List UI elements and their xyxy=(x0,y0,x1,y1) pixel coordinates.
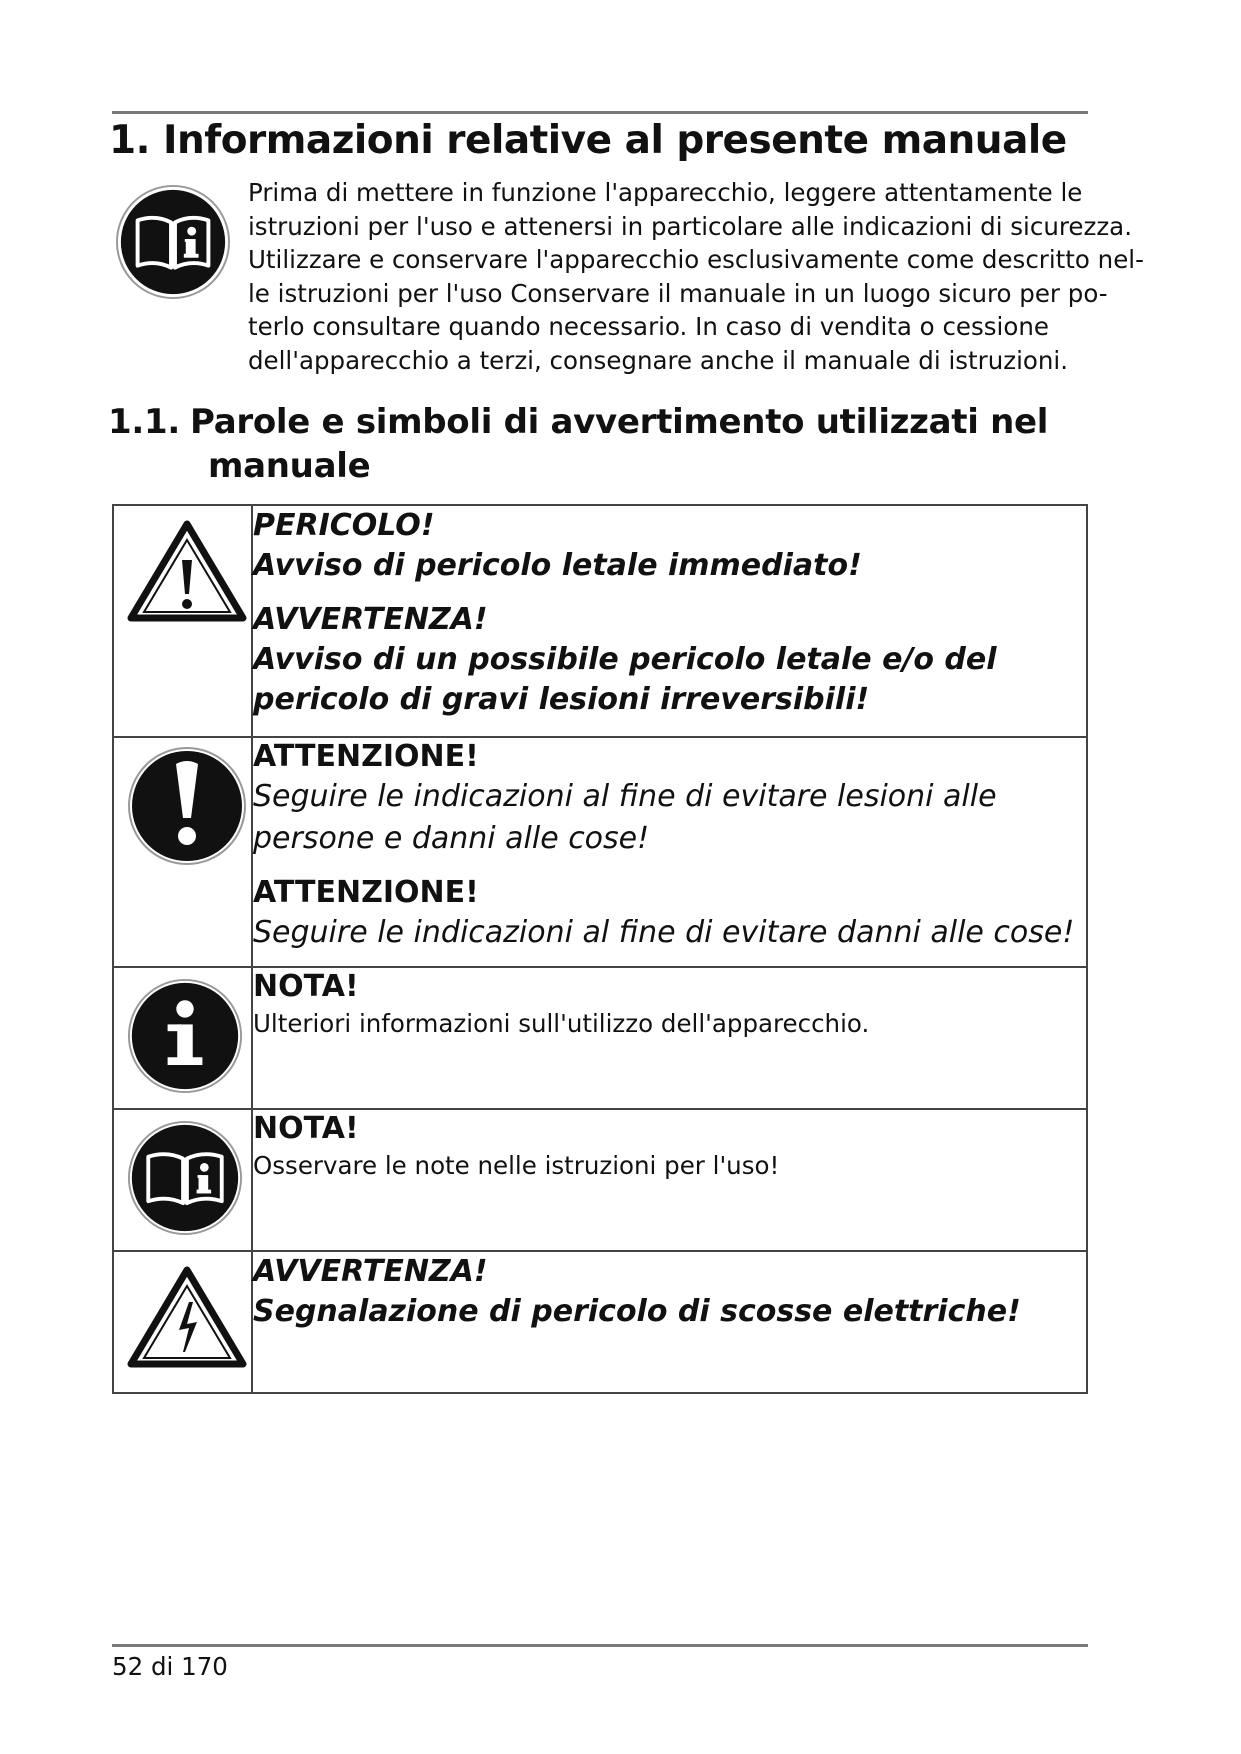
electric-hazard-icon xyxy=(127,1266,247,1370)
bottom-divider xyxy=(112,1644,1088,1647)
signal-word: ATTENZIONE! xyxy=(253,875,479,910)
intro-line: le istruzioni per l'uso Conservare il manuale in un luogo sicuro per po- xyxy=(248,278,1108,308)
warning-symbols-table xyxy=(112,504,1088,1394)
signal-description: Seguire le indicazioni al fine di evitare danni alle cose! xyxy=(253,915,1075,950)
signal-description: Segnalazione di pericolo di scosse elettriche! xyxy=(253,1294,1021,1329)
signal-description: Avviso di un possibile pericolo letale e/o del pericolo di gravi lesioni irreversibili! xyxy=(253,642,997,717)
signal-description: Ulteriori informazioni sull'utilizzo dell'apparecchio. xyxy=(253,1009,870,1038)
page-number: 52 di 170 xyxy=(112,1652,228,1681)
section-heading xyxy=(109,118,1067,163)
intro-line: Utilizzare e conservare l'apparecchio esclusivamente come descritto nel- xyxy=(248,245,1144,275)
signal-description: Osservare le note nelle istruzioni per l'uso! xyxy=(253,1151,780,1180)
intro-line: dell'apparecchio a terzi, consegnare anche il manuale di istruzioni. xyxy=(248,345,1068,375)
text-cell xyxy=(252,505,1087,737)
icon-cell xyxy=(113,967,252,1109)
table-row xyxy=(113,967,1087,1109)
signal-word: NOTA! xyxy=(253,969,359,1004)
text-cell xyxy=(252,1251,1087,1393)
intro-line: terlo consultare quando necessario. In caso di vendita o cessione xyxy=(248,312,1049,342)
icon-cell xyxy=(113,505,252,737)
icon-cell xyxy=(113,1251,252,1393)
table-row xyxy=(113,505,1087,737)
signal-description: Avviso di pericolo letale immediato! xyxy=(253,548,862,583)
text-cell xyxy=(252,737,1087,967)
top-divider xyxy=(112,111,1088,114)
table-row xyxy=(113,1251,1087,1393)
exclamation-circle-icon xyxy=(127,746,247,866)
signal-word: AVVERTENZA! xyxy=(253,1254,488,1289)
manual-info-icon xyxy=(114,183,232,301)
icon-cell xyxy=(113,1109,252,1251)
subsection-title-line2: manuale xyxy=(208,446,371,486)
text-cell xyxy=(252,1109,1087,1251)
manual-info-icon xyxy=(127,1120,243,1236)
intro-line: Prima di mettere in funzione l'apparecchio, leggere attentamente le xyxy=(248,178,1083,207)
subsection-number: 1.1. xyxy=(108,402,180,442)
section-number: 1. xyxy=(109,118,150,163)
signal-word: AVVERTENZA! xyxy=(253,602,488,637)
intro-paragraph xyxy=(248,176,1144,378)
warning-triangle-icon xyxy=(127,520,247,624)
icon-cell xyxy=(113,737,252,967)
section-title: Informazioni relative al presente manuale xyxy=(163,118,1067,163)
intro-line: istruzioni per l'uso e attenersi in particolare alle indicazioni di sicurezza. xyxy=(248,211,1132,241)
subsection-title-line1: Parole e simboli di avvertimento utilizzati nel xyxy=(190,402,1049,442)
subsection-heading xyxy=(108,400,1048,488)
text-cell xyxy=(252,967,1087,1109)
signal-word: PERICOLO! xyxy=(253,508,435,543)
signal-word: ATTENZIONE! xyxy=(253,739,479,774)
info-circle-icon xyxy=(127,978,243,1094)
table-row xyxy=(113,737,1087,967)
table-row xyxy=(113,1109,1087,1251)
signal-description: Seguire le indicazioni al fine di evitare lesioni alle persone e danni alle cose! xyxy=(253,779,997,856)
signal-word: NOTA! xyxy=(253,1111,359,1146)
